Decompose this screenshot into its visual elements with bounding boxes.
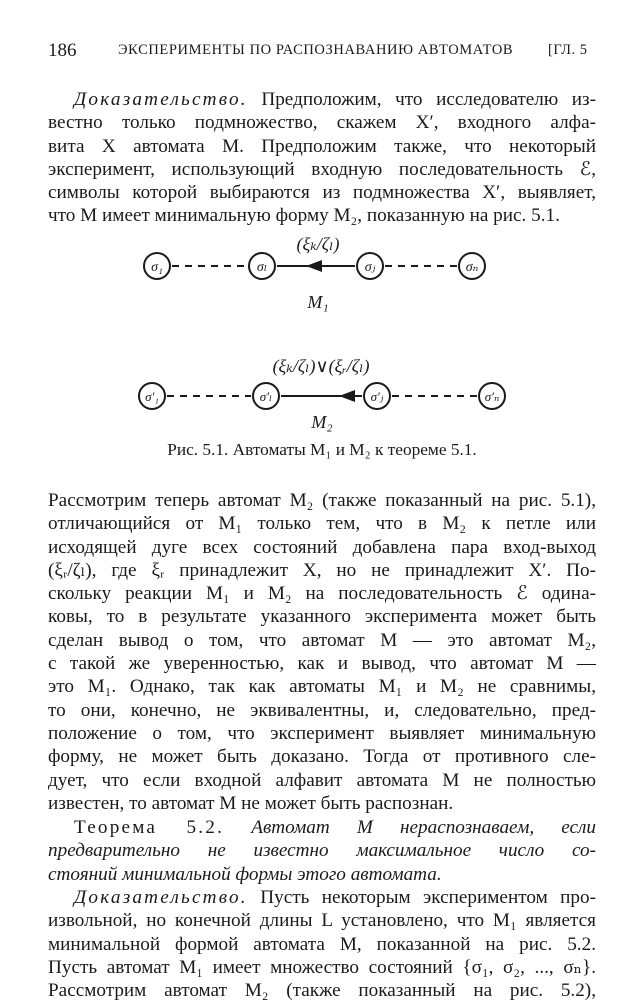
automaton-m1 [144, 253, 485, 279]
arrowhead [306, 260, 322, 272]
state-label: σ₁ [151, 260, 163, 275]
state-label: σₙ [465, 260, 479, 275]
text-line: извольной, но конечной длины L установлено, что M₁ является [48, 910, 596, 932]
text-line: Теорема 5.2. Автомат M нераспознаваем, если [74, 817, 597, 838]
figure-caption: Рис. 5.1. Автоматы M₁ и M₂ к теореме 5.1. [167, 440, 477, 459]
text-line: положение о том, что эксперимент выявляет минимальную [48, 722, 596, 744]
running-title: ЭКСПЕРИМЕНТЫ ПО РАСПОЗНАВАНИЮ АВТОМАТОВ [118, 42, 514, 58]
text-line: скольку реакции M₁ и M₂ на последовательность ℰ одина- [48, 583, 596, 605]
state-label: σ′ₗ [259, 389, 273, 404]
text-line: что M имеет минимальную форму M₂, показанную на рис. 5.1. [48, 205, 560, 227]
state-label: σ′ⱼ [370, 389, 384, 404]
theorem-5-2 [48, 816, 596, 886]
text-line: исходящей дуге всех состояний добавлена пара вход-выход [48, 536, 596, 558]
text-line: Пусть автомат M₁ имеет множество состояний {σ₁, σ₂, ..., σₙ}. [48, 956, 596, 978]
text-line: Доказательство. Предположим, что исследователю из- [74, 89, 596, 110]
proof-paragraph-1 [48, 88, 596, 228]
text-line: известен, то автомат M не может быть распознан. [48, 792, 454, 814]
text-line: то они, конечно, не эквивалентны, и, следовательно, пред- [48, 699, 596, 721]
text-line: сделан вывод о том, что автомат M — это автомат M₂, [48, 629, 596, 651]
body-paragraph [48, 489, 596, 815]
text-line: Рассмотрим автомат M₂ (также показанный на рис. 5.2), [48, 980, 596, 1002]
automaton-m2 [139, 383, 505, 409]
text-line: вита X автомата M. Предположим также, что некоторый [48, 135, 596, 157]
text-line: Рассмотрим теперь автомат M₂ (также показанный на рис. 5.1), [48, 490, 596, 511]
text-line: отличающийся от M₁ только тем, что в M₂ к петле или [48, 513, 596, 535]
proof-paragraph-2 [48, 886, 596, 1002]
state-label: σ′ₙ [484, 389, 500, 404]
text-line: Доказательство. Пусть некоторым экспериментом про- [74, 887, 596, 908]
page-number: 186 [48, 40, 77, 61]
text-line: (ξᵣ/ζₗ), где ξᵣ принадлежит X, но не принадлежит X′. По- [48, 559, 596, 581]
state-label: σₗ [256, 260, 268, 275]
automaton-name: M₁ [307, 292, 329, 312]
proof-label: Доказательство. [74, 89, 248, 110]
edge-label: (ξₖ/ζₗ) [296, 234, 340, 254]
state-label: σⱼ [364, 260, 376, 275]
text-line: ковы, то в результате указанного эксперимента может быть [48, 606, 596, 628]
text-line: это M₁. Однако, так как автоматы M₁ и M₂ не сравнимы, [48, 676, 596, 698]
figure-5-1 [0, 226, 643, 436]
text-line: вестно только подмножество, скажем X′, входного алфа- [48, 112, 596, 134]
state-label: σ′₁ [145, 389, 159, 404]
theorem-label: Теорема 5.2. [74, 817, 225, 838]
edge-label: (ξₖ/ζₗ)∨(ξᵣ/ζₗ) [272, 356, 370, 376]
text-line: дует, что если входной алфавит автомата M не полностью [48, 769, 596, 791]
automaton-name: M₂ [311, 412, 333, 432]
text-line: минимальной формой автомата M, показанной на рис. 5.2. [48, 933, 596, 955]
text-line: символы которой выбираются из подмножества X′, выявляет, [48, 182, 596, 204]
text-line: стояний минимальной формы этого автомата. [48, 863, 442, 885]
text-line: форму, не может быть доказано. Тогда от противного сле- [48, 746, 596, 768]
page-header [0, 40, 643, 64]
text-line: с такой же уверенностью, как и вывод, что автомат M — [48, 653, 596, 675]
chapter-ref: [ГЛ. 5 [548, 42, 588, 58]
arrowhead [339, 390, 355, 402]
proof-label: Доказательство. [74, 887, 248, 908]
text-line: предварительно не известно максимальное число со- [48, 840, 596, 862]
text-line: эксперимент, использующий входную последовательность ℰ, [48, 158, 596, 180]
